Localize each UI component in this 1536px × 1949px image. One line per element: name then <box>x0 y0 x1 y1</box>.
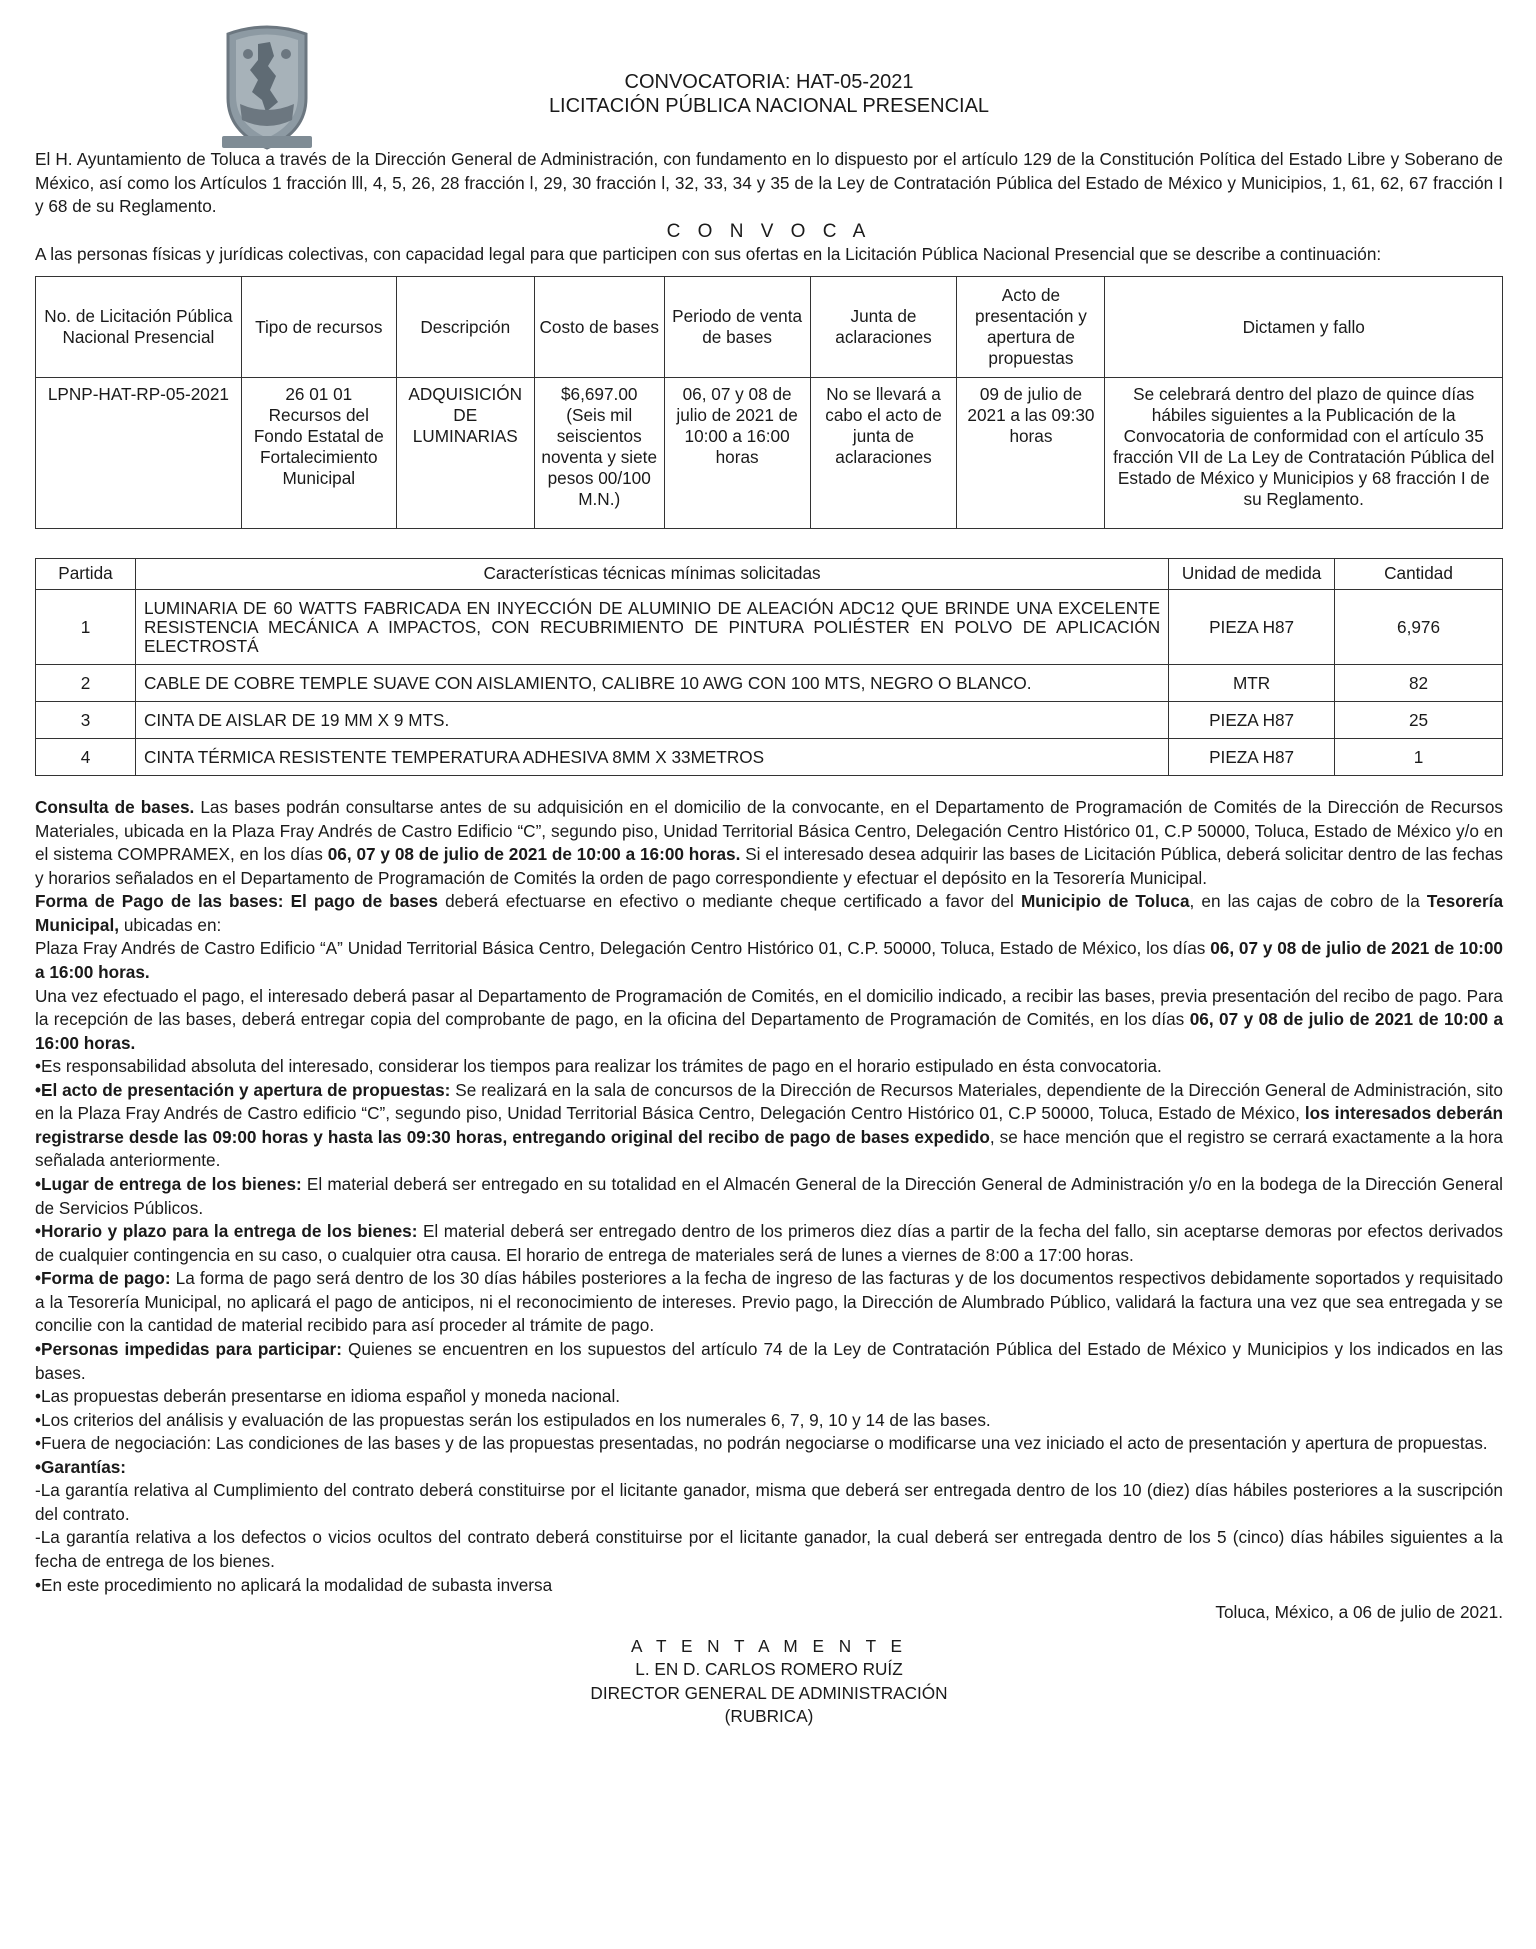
acto-presentacion-item: •El acto de presentación y apertura de propuestas: Se realizará en la sala de concursos de la Dirección de Recursos Materiales, dependiente de la Dirección General de Administración, sito en la Plaza Fray Andrés de Castro edificio “C”, segundo piso, Unidad Territorial Básica Centro, Delegación Centro Histórico 01, C.P 50000, Toluca, Estado de México, los interesados deberán registrarse desde las 09:00 horas y hasta las 09:30 horas, entregando original del recibo de pago de bases expedido, se hace mención que el registro se cerrará exactamente a la hora señalada anteriormente. <box>35 1079 1503 1171</box>
items-table-header <box>36 559 1503 590</box>
consulta-bases-paragraph: Consulta de bases. Las bases podrán consultarse antes de su adquisición en el domicilio de la convocante, en el Departamento de Programación de Comités de la Dirección de Recursos Materiales, ubicada en la Plaza Fray Andrés de Castro Edificio “C”, segundo piso, Unidad Territorial Básica Centro, Delegación Centro Histórico 01, C.P 50000, Toluca, Estado de México y/o en el sistema COMPRAMEX, en los días 06, 07 y 08 de julio de 2021 de 10:00 a 16:00 horas. Si el interesado desea adquirir las bases de Licitación Pública, deberá solicitar dentro de las fechas y horarios señalados en el Departamento de Programación de Comités la orden de pago correspondiente y efectuar el depósito en la Tesorería Municipal. <box>35 797 1503 888</box>
plaza-paragraph: Plaza Fray Andrés de Castro Edificio “A” Unidad Territorial Básica Centro, Delegación Centro Histórico 01, C.P. 50000, Toluca, Estado de México, los días 06, 07 y 08 de julio de 2021 de 10:00 a 16:00 horas. <box>35 938 1503 982</box>
cell-partida: 1 <box>36 590 136 665</box>
cell-unidad: PIEZA H87 <box>1169 702 1335 739</box>
document-page <box>35 20 1503 1729</box>
cell-caracteristicas: CABLE DE COBRE TEMPLE SUAVE CON AISLAMIENTO, CALIBRE 10 AWG CON 100 MTS, NEGRO O BLANCO. <box>135 665 1168 702</box>
col-costo-bases: Costo de bases <box>534 277 664 378</box>
conditions-section <box>35 796 1503 1597</box>
lugar-entrega-item: •Lugar de entrega de los bienes: El material deberá ser entregado en su totalidad en el Almacén General de la Dirección General de Administración y/o en la bodega de la Dirección General de Servicios Públicos. <box>35 1174 1503 1218</box>
cell-cantidad: 6,976 <box>1335 590 1503 665</box>
table-row <box>36 665 1503 702</box>
cell-partida: 3 <box>36 702 136 739</box>
negociacion-item: •Fuera de negociación: Las condiciones de las bases y de las propuestas presentadas, no podrán negociarse o modificarse una vez iniciado el acto de presentación y apertura de propuestas. <box>35 1433 1488 1454</box>
cell-licitacion-number: LPNP-HAT-RP-05-2021 <box>36 378 242 529</box>
coat-of-arms-icon <box>218 20 316 152</box>
cell-tipo-recursos: 26 01 01 Recursos del Fondo Estatal de Fortalecimiento Municipal <box>241 378 396 529</box>
subasta-item: •En este procedimiento no aplicará la modalidad de subasta inversa <box>35 1574 553 1595</box>
signer-name: L. EN D. CARLOS ROMERO RUÍZ <box>635 1659 903 1680</box>
cell-unidad: PIEZA H87 <box>1169 739 1335 776</box>
cell-periodo-venta: 06, 07 y 08 de julio de 2021 de 10:00 a 16:00 horas <box>664 378 810 529</box>
cell-costo-bases: $6,697.00 (Seis mil seiscientos noventa y siete pesos 00/100 M.N.) <box>534 378 664 529</box>
intro-paragraph: El H. Ayuntamiento de Toluca a través de la Dirección General de Administración, con fundamento en lo dispuesto por el artículo 129 de la Constitución Política del Estado Libre y Soberano de México, así como los Artículos 1 fracción lll, 4, 5, 26, 28 fracción l, 29, 30 fracción l, 32, 33, 34 y 35 de la Ley de Contratación Pública del Estado de México y Municipios, 1, 61, 62, 67 fracción I y 68 de su Reglamento. <box>35 149 1503 217</box>
tender-table-header <box>36 277 1503 378</box>
col-periodo-venta: Periodo de venta de bases <box>664 277 810 378</box>
col-unidad-medida: Unidad de medida <box>1169 559 1335 590</box>
col-partida: Partida <box>36 559 136 590</box>
cell-unidad: PIEZA H87 <box>1169 590 1335 665</box>
items-table <box>35 558 1503 776</box>
tender-table-row <box>36 378 1503 529</box>
signature-block <box>35 1635 1503 1729</box>
cell-dictamen-fallo: Se celebrará dentro del plazo de quince días hábiles siguientes a la Publicación de la Convocatoria de conformidad con el artículo 35 fracción VII de La Ley de Contratación Pública del Estado de México y Municipios y 68 fracción I de su Reglamento. <box>1105 378 1503 529</box>
cell-cantidad: 25 <box>1335 702 1503 739</box>
cell-caracteristicas: LUMINARIA DE 60 WATTS FABRICADA EN INYECCIÓN DE ALUMINIO DE ALEACIÓN ADC12 QUE BRINDE UNA EXCELENTE RESISTENCIA MECÁNICA A IMPACTOS, CON RECUBRIMIENTO DE PINTURA POLIÉSTER EN POLVO DE APLICACIÓN ELECTROSTÁ <box>135 590 1168 665</box>
cell-acto-presentacion: 09 de julio de 2021 a las 09:30 horas <box>957 378 1105 529</box>
table-row <box>36 702 1503 739</box>
table-row <box>36 739 1503 776</box>
tender-table <box>35 276 1503 529</box>
horario-entrega-item: •Horario y plazo para la entrega de los bienes: El material deberá ser entregado dentro de los primeros diez días a partir de la fecha del fallo, sin aceptarse demoras por efectos derivados de cualquier contingencia en su caso, o cualquier otra causa. El horario de entrega de materiales será de lunes a viernes de 8:00 a 17:00 horas. <box>35 1221 1503 1265</box>
idioma-item: •Las propuestas deberán presentarse en idioma español y moneda nacional. <box>35 1386 621 1407</box>
consulta-heading: Consulta de bases. <box>35 797 195 818</box>
recepcion-paragraph: Una vez efectuado el pago, el interesado deberá pasar al Departamento de Programación de Comités, en el domicilio indicado, a recibir las bases, previa presentación del recibo de pago. Para la recepción de las bases, deberá entregar copia del comprobante de pago, en la oficina del Departamento de Programación de Comités, en los días 06, 07 y 08 de julio de 2021 de 10:00 a 16:00 horas. <box>35 985 1503 1053</box>
cell-partida: 4 <box>36 739 136 776</box>
forma-pago-heading: Forma de Pago de las bases: El pago de bases <box>35 891 438 912</box>
cell-caracteristicas: CINTA DE AISLAR DE 19 MM X 9 MTS. <box>135 702 1168 739</box>
table-row <box>36 590 1503 665</box>
personas-impedidas-item: •Personas impedidas para participar: Quienes se encuentren en los supuestos del artículo 74 de la Ley de Contratación Pública del Estado de México y Municipios y los indicados en las bases. <box>35 1338 1503 1383</box>
rubrica: (RUBRICA) <box>724 1706 814 1727</box>
col-descripcion: Descripción <box>396 277 534 378</box>
forma-pago-item: •Forma de pago: La forma de pago será dentro de los 30 días hábiles posteriores a la fecha de ingreso de las facturas y de los documentos respectivos debidamente soportados y requisitado a la Tesorería Municipal, no aplicará el pago de anticipos, ni el reconocimiento de intereses. Previo pago, la Dirección de Alumbrado Público, validará la factura una vez que sea entregada y se concilie con la cantidad de material recibido para así proceder al trámite de pago. <box>35 1268 1504 1336</box>
cell-cantidad: 82 <box>1335 665 1503 702</box>
date-line: Toluca, México, a 06 de julio de 2021. <box>1215 1602 1503 1623</box>
col-tipo-recursos: Tipo de recursos <box>241 277 396 378</box>
cell-caracteristicas: CINTA TÉRMICA RESISTENTE TEMPERATURA ADHESIVA 8MM X 33METROS <box>135 739 1168 776</box>
cell-partida: 2 <box>36 665 136 702</box>
invitation-paragraph: A las personas físicas y jurídicas colectivas, con capacidad legal para que participen con sus ofertas en la Licitación Pública Nacional Presencial que se describe a continuación: <box>35 244 1382 265</box>
cell-junta-aclaraciones: No se llevará a cabo el acto de junta de aclaraciones <box>810 378 957 529</box>
col-licitacion-number: No. de Licitación Pública Nacional Presencial <box>36 277 242 378</box>
cell-descripcion: ADQUISICIÓN DE LUMINARIAS <box>396 378 534 529</box>
atentamente: A T E N T A M E N T E <box>631 1635 907 1656</box>
garantia-cumplimiento-item: -La garantía relativa al Cumplimiento del contrato deberá constituirse por el licitante ganador, misma que deberá ser entregada dentro de los 10 (diez) días hábiles posteriores a la suscripción del contrato. <box>35 1480 1503 1524</box>
col-acto-presentacion: Acto de presentación y apertura de propuestas <box>957 277 1105 378</box>
col-caracteristicas: Características técnicas mínimas solicitadas <box>135 559 1168 590</box>
col-junta-aclaraciones: Junta de aclaraciones <box>810 277 957 378</box>
garantias-heading: •Garantías: <box>35 1456 127 1477</box>
responsabilidad-item: •Es responsabilidad absoluta del interesado, considerar los tiempos para realizar los trámites de pago en el horario estipulado en ésta convocatoria. <box>35 1056 1162 1077</box>
criterios-item: •Los criterios del análisis y evaluación de las propuestas serán los estipulados en los numerales 6, 7, 9, 10 y 14 de las bases. <box>35 1409 991 1430</box>
garantia-vicios-item: -La garantía relativa a los defectos o vicios ocultos del contrato deberá constituirse por el licitante ganador, la cual deberá ser entregada dentro de los 5 (cinco) días hábiles siguientes a la fecha de entrega de los bienes. <box>35 1527 1503 1572</box>
col-cantidad: Cantidad <box>1335 559 1503 590</box>
cell-cantidad: 1 <box>1335 739 1503 776</box>
convoca-heading: C O N V O C A <box>666 220 872 242</box>
convocatoria-number: CONVOCATORIA: HAT-05-2021 <box>624 71 914 93</box>
col-dictamen-fallo: Dictamen y fallo <box>1105 277 1503 378</box>
cell-unidad: MTR <box>1169 665 1335 702</box>
signer-title: DIRECTOR GENERAL DE ADMINISTRACIÓN <box>590 1682 948 1703</box>
forma-pago-bases-paragraph: Forma de Pago de las bases: El pago de bases deberá efectuarse en efectivo o mediante cheque certificado a favor del Municipio de Toluca, en las cajas de cobro de la Tesorería Municipal, ubicadas en: <box>35 891 1504 935</box>
licitacion-type: LICITACIÓN PÚBLICA NACIONAL PRESENCIAL <box>548 95 990 117</box>
